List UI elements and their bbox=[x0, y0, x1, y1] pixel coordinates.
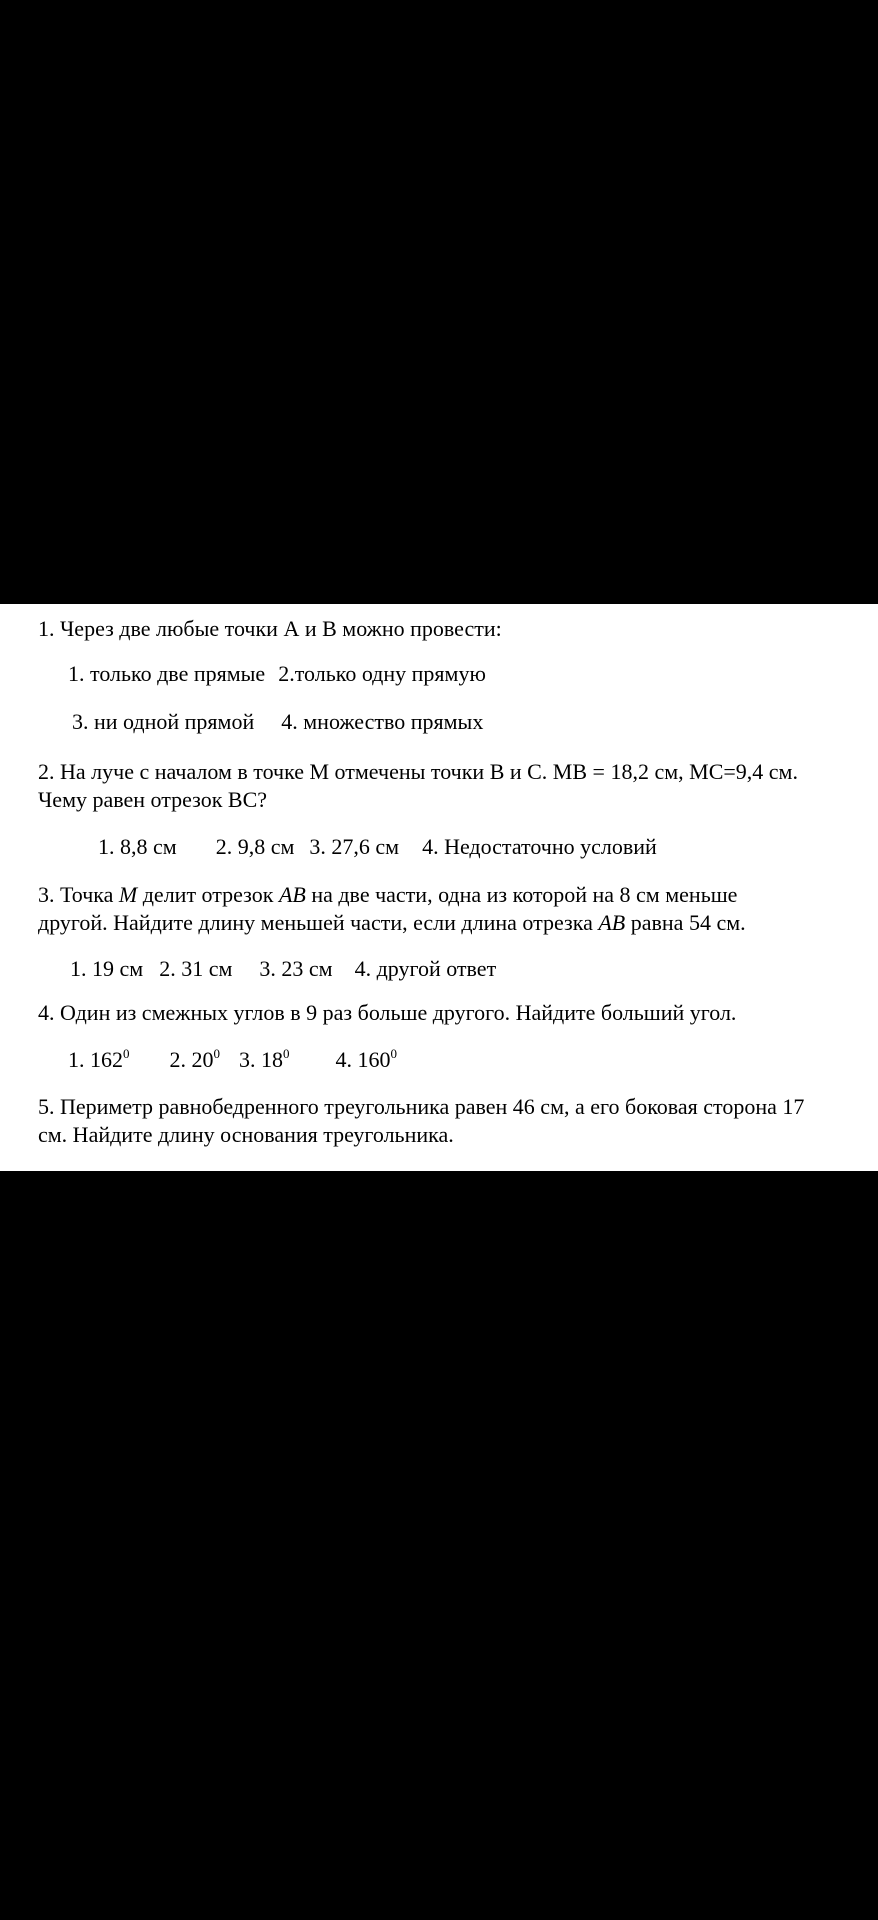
question-1-options-row-2 bbox=[72, 707, 483, 736]
question-3-text-line-1 bbox=[38, 880, 737, 909]
question-3-text-part: 3. Точка bbox=[38, 882, 119, 907]
segment-ab-label: AB bbox=[278, 882, 306, 907]
worksheet bbox=[0, 604, 878, 1192]
question-1-options bbox=[68, 659, 486, 688]
question-2-option-1: 1. 8,8 см bbox=[98, 834, 177, 859]
option-value: 2. 20 bbox=[169, 1047, 214, 1072]
question-2-option-2: 2. 9,8 см bbox=[215, 834, 295, 859]
degree-mark: 0 bbox=[213, 1046, 220, 1061]
question-1-text: 1. Через две любые точки А и В можно провести: bbox=[38, 616, 502, 641]
option-value: 1. 162 bbox=[68, 1047, 123, 1072]
question-5-option-2: 2. 12 см bbox=[199, 1167, 273, 1192]
question-2-text-line-2: Чему равен отрезок ВС? bbox=[38, 787, 268, 812]
question-3-option-4: 4. другой ответ bbox=[354, 956, 497, 981]
question-3-options bbox=[70, 954, 496, 983]
question-5-text-line-2: см. Найдите длину основания треугольника. bbox=[38, 1122, 454, 1147]
question-2-option-3: 3. 27,6 см bbox=[309, 834, 400, 859]
question-5-options bbox=[76, 1165, 652, 1194]
question-3-text-part: на две части, одна из которой на 8 см меньше bbox=[305, 882, 738, 907]
degree-mark: 0 bbox=[390, 1046, 397, 1061]
question-5-option-4: 4. Недостаточно условий bbox=[417, 1167, 652, 1192]
question-1-option-4: 4. множество прямых bbox=[281, 709, 484, 734]
question-5-option-1: 1. 29 см bbox=[76, 1167, 150, 1192]
question-2-options bbox=[98, 832, 657, 861]
question-4-option-2 bbox=[170, 1047, 221, 1072]
question-4-text: 4. Один из смежных углов в 9 раз больше другого. Найдите больший угол. bbox=[38, 1000, 737, 1025]
point-m-label: M bbox=[118, 882, 138, 907]
question-4-option-4 bbox=[336, 1047, 398, 1072]
question-1-option-2: 2.только одну прямую bbox=[278, 661, 486, 686]
question-3-text-part: делит отрезок bbox=[137, 882, 279, 907]
option-value: 3. 18 bbox=[239, 1047, 283, 1072]
question-1-option-3: 3. ни одной прямой bbox=[72, 709, 255, 734]
question-3-text-part: другой. Найдите длину меньшей части, если длина отрезка bbox=[38, 910, 599, 935]
question-1-option-1: 1. только две прямые bbox=[68, 661, 266, 686]
question-4-option-1 bbox=[68, 1047, 130, 1072]
question-5-option-3: 3. 14,5 см bbox=[300, 1167, 391, 1192]
segment-ab-label: AB bbox=[598, 910, 626, 935]
question-4-options bbox=[68, 1045, 397, 1074]
question-3-option-2: 2. 31 см bbox=[159, 956, 233, 981]
question-3-text-part: равна 54 см. bbox=[625, 910, 746, 935]
option-value: 4. 160 bbox=[335, 1047, 391, 1072]
degree-mark: 0 bbox=[283, 1046, 290, 1061]
degree-mark: 0 bbox=[123, 1046, 130, 1061]
question-2-option-4: 4. Недостаточно условий bbox=[422, 834, 657, 859]
question-3-option-1: 1. 19 см bbox=[70, 956, 144, 981]
question-3-option-3: 3. 23 см bbox=[259, 956, 333, 981]
question-4-option-3 bbox=[239, 1047, 290, 1072]
question-3-text-line-2 bbox=[38, 908, 746, 937]
question-2-text-line-1: 2. На луче с началом в точке М отмечены точки В и С. МВ = 18,2 см, МС=9,4 см. bbox=[38, 759, 798, 784]
question-5-text-line-1: 5. Периметр равнобедренного треугольника равен 46 см, а его боковая сторона 17 bbox=[38, 1094, 805, 1119]
